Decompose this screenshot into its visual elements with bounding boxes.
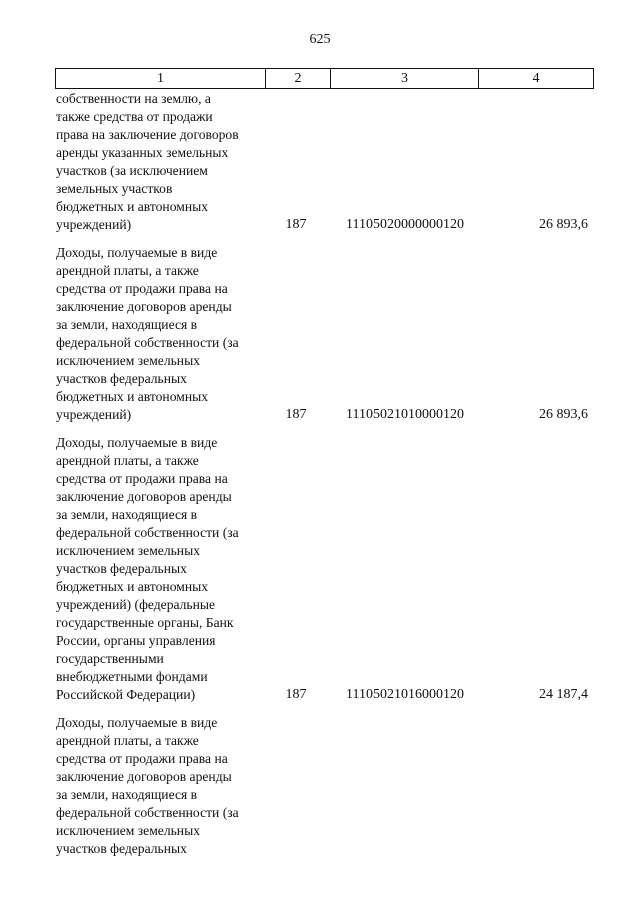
row-description xyxy=(56,90,254,234)
description-line: аренды указанных земельных xyxy=(56,145,229,160)
description-line: государственные органы, Банк xyxy=(56,615,234,630)
description-line: заключение договоров аренды xyxy=(56,489,232,504)
table-row xyxy=(0,90,640,234)
description-line: средства от продажи права на xyxy=(56,471,228,486)
description-line: за земли, находящиеся в xyxy=(56,507,198,522)
description-line: учреждений) xyxy=(56,407,132,422)
row-description xyxy=(56,714,254,858)
row-admin-code: 187 xyxy=(285,687,307,702)
column-header-row xyxy=(56,69,594,89)
description-line: России, органы управления xyxy=(56,633,216,648)
description-line: федеральной собственности (за xyxy=(56,525,239,540)
description-line: Доходы, получаемые в виде xyxy=(56,245,218,260)
description-line: арендной платы, а также xyxy=(56,263,199,278)
description-line: арендной платы, а также xyxy=(56,453,199,468)
row-kbk-code: 11105021016000120 xyxy=(346,687,464,702)
table-row xyxy=(0,244,640,424)
row-amount: 26 893,6 xyxy=(539,217,588,232)
description-line: средства от продажи права на xyxy=(56,751,228,766)
description-line: Доходы, получаемые в виде xyxy=(56,435,218,450)
description-line: федеральной собственности (за xyxy=(56,805,239,820)
row-admin-code: 187 xyxy=(285,407,307,422)
column-header-2: 2 xyxy=(266,69,331,89)
description-line: за земли, находящиеся в xyxy=(56,787,198,802)
page-number: 625 xyxy=(309,32,331,47)
description-line: права на заключение договоров xyxy=(56,127,239,142)
column-header-4: 4 xyxy=(479,69,594,89)
table-row xyxy=(0,714,640,858)
description-line: арендной платы, а также xyxy=(56,733,199,748)
row-amount: 26 893,6 xyxy=(539,407,588,422)
description-line: бюджетных и автономных xyxy=(56,199,209,214)
row-admin-code: 187 xyxy=(285,217,307,232)
row-description xyxy=(56,434,254,704)
description-line: заключение договоров аренды xyxy=(56,299,232,314)
description-line: Доходы, получаемые в виде xyxy=(56,715,218,730)
table-row xyxy=(0,434,640,704)
description-line: исключением земельных xyxy=(56,353,201,368)
column-header-3: 3 xyxy=(331,69,479,89)
description-line: собственности на землю, а xyxy=(56,91,211,106)
description-line: участков (за исключением xyxy=(56,163,208,178)
description-line: бюджетных и автономных xyxy=(56,579,209,594)
description-line: средства от продажи права на xyxy=(56,281,228,296)
description-line: исключением земельных xyxy=(56,543,201,558)
row-kbk-code: 11105021010000120 xyxy=(346,407,464,422)
description-line: исключением земельных xyxy=(56,823,201,838)
description-line: федеральной собственности (за xyxy=(56,335,239,350)
description-line: заключение договоров аренды xyxy=(56,769,232,784)
row-kbk-code: 11105020000000120 xyxy=(346,217,464,232)
row-amount: 24 187,4 xyxy=(539,687,588,702)
column-header-table xyxy=(55,68,594,89)
description-line: учреждений) (федеральные xyxy=(56,597,216,612)
row-description xyxy=(56,244,254,424)
description-line: за земли, находящиеся в xyxy=(56,317,198,332)
description-line: также средства от продажи xyxy=(56,109,213,124)
description-line: государственными xyxy=(56,651,164,666)
description-line: бюджетных и автономных xyxy=(56,389,209,404)
description-line: участков федеральных xyxy=(56,561,187,576)
description-line: участков федеральных xyxy=(56,371,187,386)
description-line: учреждений) xyxy=(56,217,132,232)
description-line: Российской Федерации) xyxy=(56,687,196,702)
description-line: участков федеральных xyxy=(56,841,187,856)
column-header-1: 1 xyxy=(56,69,266,89)
description-line: земельных участков xyxy=(56,181,173,196)
description-line: внебюджетными фондами xyxy=(56,669,208,684)
